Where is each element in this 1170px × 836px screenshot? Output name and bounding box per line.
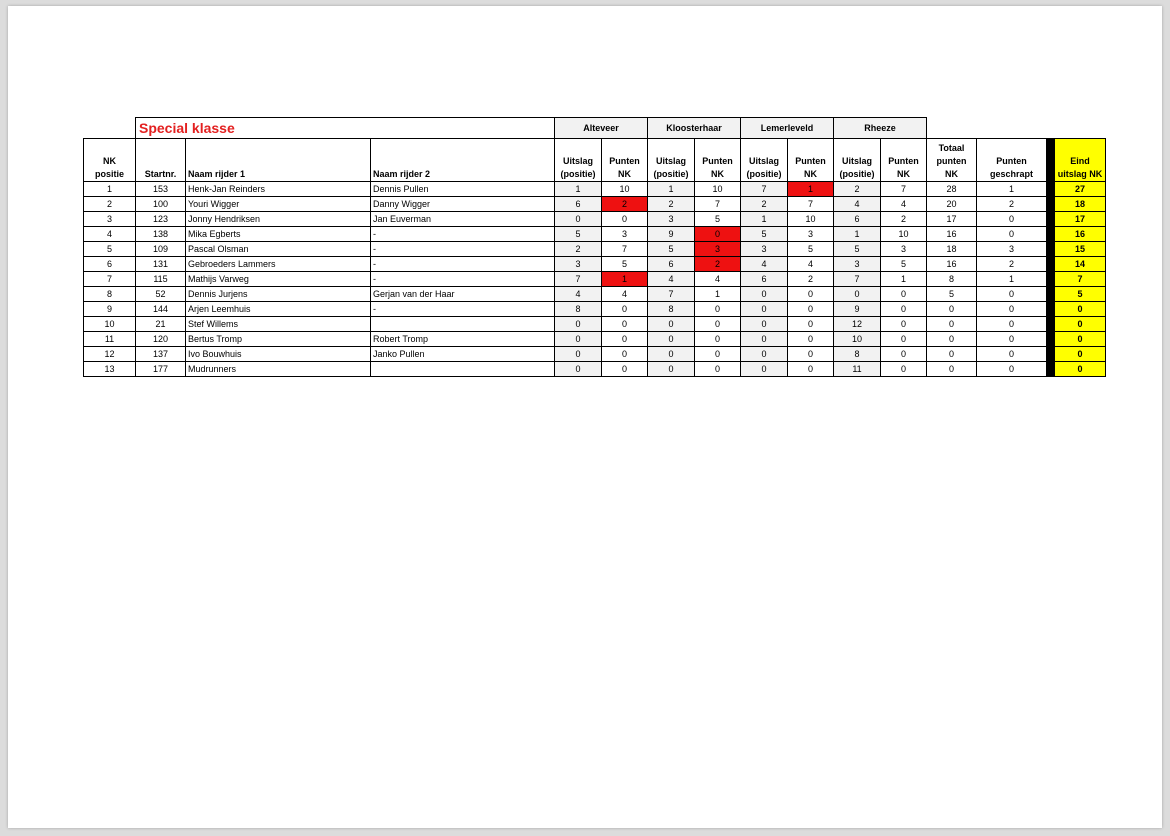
uitslag-alteveer-cell: 0 [555,347,602,362]
rijder-1-cell: Youri Wigger [186,197,371,212]
punten-kloosterhaar-cell: 0 [695,332,741,347]
uitslag-alteveer-cell: 1 [555,182,602,197]
divider-bar [1047,347,1055,362]
uitslag-rheeze-cell: 9 [834,302,881,317]
punten-alteveer-cell: 0 [602,347,648,362]
rijder-2-cell: Dennis Pullen [371,182,555,197]
table-row [84,347,1106,362]
uitslag-lemerleveld-cell: 1 [741,212,788,227]
table-row [84,332,1106,347]
nk-positie-cell: 7 [84,272,136,287]
totaal-punten-cell: 17 [927,212,977,227]
uitslag-rheeze-cell: 3 [834,257,881,272]
uitslag-rheeze-cell: 4 [834,197,881,212]
uitslag-alteveer-cell: 0 [555,212,602,227]
header-nk-positie: NK positie [84,139,136,182]
uitslag-rheeze-cell: 2 [834,182,881,197]
rijder-2-cell: - [371,302,555,317]
venue-header-kloosterhaar: Kloosterhaar [648,118,741,139]
header-rijder-2: Naam rijder 2 [371,139,555,182]
uitslag-kloosterhaar-cell: 8 [648,302,695,317]
uitslag-rheeze-cell: 0 [834,287,881,302]
uitslag-alteveer-cell: 6 [555,197,602,212]
nk-positie-cell: 2 [84,197,136,212]
divider-bar [1047,302,1055,317]
divider-bar [1047,212,1055,227]
punten-lemerleveld-cell: 4 [788,257,834,272]
rijder-2-cell: Danny Wigger [371,197,555,212]
punten-lemerleveld-cell: 2 [788,272,834,287]
punten-alteveer-cell: 2 [602,197,648,212]
header-startnr: Startnr. [136,139,186,182]
divider-bar [1047,272,1055,287]
divider-bar [1047,362,1055,377]
punten-rheeze-cell: 0 [881,347,927,362]
nk-positie-cell: 3 [84,212,136,227]
totaal-punten-cell: 0 [927,332,977,347]
punten-rheeze-cell: 5 [881,257,927,272]
totaal-punten-cell: 16 [927,227,977,242]
punten-alteveer-cell: 5 [602,257,648,272]
totaal-punten-cell: 16 [927,257,977,272]
rijder-2-cell: - [371,227,555,242]
uitslag-rheeze-cell: 12 [834,317,881,332]
header-uitslag-3: Uitslag (positie) [741,139,788,182]
eind-uitslag-cell: 27 [1055,182,1106,197]
totaal-punten-cell: 0 [927,302,977,317]
uitslag-kloosterhaar-cell: 0 [648,362,695,377]
uitslag-rheeze-cell: 10 [834,332,881,347]
header-rijder-1: Naam rijder 1 [186,139,371,182]
rijder-2-cell [371,317,555,332]
rijder-1-cell: Stef Willems [186,317,371,332]
rijder-2-cell: - [371,242,555,257]
table-row [84,287,1106,302]
rijder-2-cell [371,362,555,377]
punten-kloosterhaar-cell: 1 [695,287,741,302]
startnr-cell: 109 [136,242,186,257]
uitslag-rheeze-cell: 6 [834,212,881,227]
divider-bar [1047,197,1055,212]
punten-alteveer-cell: 3 [602,227,648,242]
nk-positie-cell: 6 [84,257,136,272]
eind-uitslag-cell: 0 [1055,332,1106,347]
punten-geschrapt-cell: 1 [977,272,1047,287]
uitslag-lemerleveld-cell: 2 [741,197,788,212]
eind-uitslag-cell: 14 [1055,257,1106,272]
uitslag-kloosterhaar-cell: 4 [648,272,695,287]
totaal-punten-cell: 18 [927,242,977,257]
punten-alteveer-cell: 0 [602,302,648,317]
punten-kloosterhaar-cell: 0 [695,347,741,362]
table-row [84,212,1106,227]
punten-lemerleveld-cell: 1 [788,182,834,197]
nk-positie-cell: 10 [84,317,136,332]
header-geschrapt: Punten geschrapt [977,139,1047,182]
table-row [84,242,1106,257]
startnr-cell: 120 [136,332,186,347]
punten-alteveer-cell: 10 [602,182,648,197]
nk-positie-cell: 1 [84,182,136,197]
uitslag-lemerleveld-cell: 0 [741,347,788,362]
nk-positie-cell: 12 [84,347,136,362]
punten-rheeze-cell: 0 [881,317,927,332]
rijder-1-cell: Mika Egberts [186,227,371,242]
totaal-punten-cell: 5 [927,287,977,302]
punten-alteveer-cell: 0 [602,332,648,347]
punten-kloosterhaar-cell: 0 [695,362,741,377]
rijder-2-cell: Gerjan van der Haar [371,287,555,302]
punten-geschrapt-cell: 0 [977,212,1047,227]
uitslag-lemerleveld-cell: 6 [741,272,788,287]
results-table [83,117,1106,377]
uitslag-alteveer-cell: 0 [555,317,602,332]
punten-geschrapt-cell: 0 [977,347,1047,362]
rijder-1-cell: Jonny Hendriksen [186,212,371,227]
punten-lemerleveld-cell: 3 [788,227,834,242]
nk-positie-cell: 13 [84,362,136,377]
eind-uitslag-cell: 0 [1055,362,1106,377]
table-row [84,302,1106,317]
rijder-1-cell: Bertus Tromp [186,332,371,347]
startnr-cell: 137 [136,347,186,362]
rijder-1-cell: Mathijs Varweg [186,272,371,287]
rijder-1-cell: Pascal Olsman [186,242,371,257]
table-row [84,197,1106,212]
nk-positie-cell: 8 [84,287,136,302]
punten-geschrapt-cell: 1 [977,182,1047,197]
nk-positie-cell: 5 [84,242,136,257]
punten-rheeze-cell: 0 [881,332,927,347]
table-row [84,257,1106,272]
uitslag-kloosterhaar-cell: 3 [648,212,695,227]
divider-bar [1047,227,1055,242]
table-row [84,317,1106,332]
rijder-2-cell: Jan Euverman [371,212,555,227]
uitslag-rheeze-cell: 11 [834,362,881,377]
startnr-cell: 100 [136,197,186,212]
table-row [84,362,1106,377]
punten-lemerleveld-cell: 0 [788,362,834,377]
punten-rheeze-cell: 10 [881,227,927,242]
punten-geschrapt-cell: 0 [977,317,1047,332]
divider-bar [1047,182,1055,197]
punten-rheeze-cell: 0 [881,287,927,302]
punten-lemerleveld-cell: 0 [788,302,834,317]
totaal-punten-cell: 0 [927,347,977,362]
totaal-punten-cell: 28 [927,182,977,197]
uitslag-alteveer-cell: 8 [555,302,602,317]
punten-alteveer-cell: 7 [602,242,648,257]
uitslag-lemerleveld-cell: 0 [741,362,788,377]
punten-alteveer-cell: 0 [602,362,648,377]
eind-uitslag-cell: 7 [1055,272,1106,287]
results-body [84,182,1106,377]
venue-header-lemerleveld: Lemerleveld [741,118,834,139]
punten-geschrapt-cell: 0 [977,302,1047,317]
uitslag-alteveer-cell: 2 [555,242,602,257]
uitslag-rheeze-cell: 5 [834,242,881,257]
column-header-row [84,139,1106,182]
divider-bar [1047,257,1055,272]
uitslag-alteveer-cell: 3 [555,257,602,272]
punten-kloosterhaar-cell: 2 [695,257,741,272]
punten-alteveer-cell: 4 [602,287,648,302]
rijder-1-cell: Gebroeders Lammers [186,257,371,272]
uitslag-kloosterhaar-cell: 0 [648,347,695,362]
eind-uitslag-cell: 16 [1055,227,1106,242]
venue-header-rheeze: Rheeze [834,118,927,139]
punten-rheeze-cell: 0 [881,362,927,377]
rijder-2-cell: Robert Tromp [371,332,555,347]
punten-geschrapt-cell: 0 [977,362,1047,377]
punten-kloosterhaar-cell: 5 [695,212,741,227]
header-totaal: Totaal punten NK [927,139,977,182]
punten-geschrapt-cell: 2 [977,257,1047,272]
eind-uitslag-cell: 18 [1055,197,1106,212]
eind-uitslag-cell: 0 [1055,317,1106,332]
divider-bar [1047,317,1055,332]
header-uitslag-1: Uitslag (positie) [555,139,602,182]
uitslag-kloosterhaar-cell: 0 [648,332,695,347]
header-punten-3: Punten NK [788,139,834,182]
punten-kloosterhaar-cell: 0 [695,302,741,317]
header-uitslag-2: Uitslag (positie) [648,139,695,182]
eind-uitslag-cell: 0 [1055,347,1106,362]
totaal-punten-cell: 0 [927,317,977,332]
nk-positie-cell: 9 [84,302,136,317]
uitslag-rheeze-cell: 8 [834,347,881,362]
uitslag-alteveer-cell: 7 [555,272,602,287]
uitslag-rheeze-cell: 1 [834,227,881,242]
rijder-1-cell: Mudrunners [186,362,371,377]
title-row [84,118,1106,139]
punten-kloosterhaar-cell: 0 [695,317,741,332]
eind-uitslag-cell: 15 [1055,242,1106,257]
rijder-1-cell: Ivo Bouwhuis [186,347,371,362]
punten-rheeze-cell: 4 [881,197,927,212]
uitslag-kloosterhaar-cell: 6 [648,257,695,272]
punten-kloosterhaar-cell: 10 [695,182,741,197]
uitslag-lemerleveld-cell: 4 [741,257,788,272]
punten-geschrapt-cell: 0 [977,332,1047,347]
uitslag-alteveer-cell: 5 [555,227,602,242]
table-row [84,227,1106,242]
uitslag-alteveer-cell: 4 [555,287,602,302]
table-row [84,182,1106,197]
startnr-cell: 131 [136,257,186,272]
punten-geschrapt-cell: 0 [977,227,1047,242]
uitslag-kloosterhaar-cell: 1 [648,182,695,197]
venue-header-alteveer: Alteveer [555,118,648,139]
header-punten-1: Punten NK [602,139,648,182]
totaal-punten-cell: 20 [927,197,977,212]
divider-bar [1047,332,1055,347]
punten-lemerleveld-cell: 10 [788,212,834,227]
uitslag-lemerleveld-cell: 5 [741,227,788,242]
rijder-1-cell: Henk-Jan Reinders [186,182,371,197]
uitslag-lemerleveld-cell: 3 [741,242,788,257]
uitslag-lemerleveld-cell: 0 [741,317,788,332]
punten-geschrapt-cell: 3 [977,242,1047,257]
punten-rheeze-cell: 0 [881,302,927,317]
punten-alteveer-cell: 0 [602,317,648,332]
eind-uitslag-cell: 0 [1055,302,1106,317]
uitslag-lemerleveld-cell: 0 [741,287,788,302]
punten-kloosterhaar-cell: 4 [695,272,741,287]
uitslag-rheeze-cell: 7 [834,272,881,287]
startnr-cell: 177 [136,362,186,377]
punten-rheeze-cell: 7 [881,182,927,197]
punten-rheeze-cell: 2 [881,212,927,227]
punten-lemerleveld-cell: 0 [788,287,834,302]
uitslag-kloosterhaar-cell: 2 [648,197,695,212]
header-uitslag-4: Uitslag (positie) [834,139,881,182]
rijder-2-cell: - [371,257,555,272]
startnr-cell: 21 [136,317,186,332]
eind-uitslag-cell: 5 [1055,287,1106,302]
totaal-punten-cell: 8 [927,272,977,287]
divider-bar [1047,139,1055,182]
divider-bar [1047,287,1055,302]
punten-alteveer-cell: 1 [602,272,648,287]
punten-kloosterhaar-cell: 3 [695,242,741,257]
uitslag-kloosterhaar-cell: 0 [648,317,695,332]
uitslag-kloosterhaar-cell: 7 [648,287,695,302]
uitslag-lemerleveld-cell: 0 [741,332,788,347]
startnr-cell: 138 [136,227,186,242]
header-punten-2: Punten NK [695,139,741,182]
nk-positie-cell: 4 [84,227,136,242]
punten-rheeze-cell: 3 [881,242,927,257]
eind-uitslag-cell: 17 [1055,212,1106,227]
startnr-cell: 123 [136,212,186,227]
startnr-cell: 52 [136,287,186,302]
sheet-title: Special klasse [136,118,555,139]
rijder-2-cell: Janko Pullen [371,347,555,362]
rijder-1-cell: Arjen Leemhuis [186,302,371,317]
punten-kloosterhaar-cell: 0 [695,227,741,242]
startnr-cell: 144 [136,302,186,317]
header-eind-uitslag: Eind uitslag NK [1055,139,1106,182]
uitslag-alteveer-cell: 0 [555,362,602,377]
header-punten-4: Punten NK [881,139,927,182]
uitslag-alteveer-cell: 0 [555,332,602,347]
punten-kloosterhaar-cell: 7 [695,197,741,212]
rijder-1-cell: Dennis Jurjens [186,287,371,302]
divider-bar [1047,242,1055,257]
punten-lemerleveld-cell: 0 [788,332,834,347]
rijder-2-cell: - [371,272,555,287]
page [8,6,1162,828]
uitslag-kloosterhaar-cell: 9 [648,227,695,242]
punten-geschrapt-cell: 2 [977,197,1047,212]
punten-geschrapt-cell: 0 [977,287,1047,302]
uitslag-lemerleveld-cell: 7 [741,182,788,197]
punten-rheeze-cell: 1 [881,272,927,287]
startnr-cell: 115 [136,272,186,287]
punten-lemerleveld-cell: 0 [788,347,834,362]
uitslag-kloosterhaar-cell: 5 [648,242,695,257]
table-row [84,272,1106,287]
nk-positie-cell: 11 [84,332,136,347]
punten-lemerleveld-cell: 7 [788,197,834,212]
punten-lemerleveld-cell: 0 [788,317,834,332]
startnr-cell: 153 [136,182,186,197]
punten-lemerleveld-cell: 5 [788,242,834,257]
punten-alteveer-cell: 0 [602,212,648,227]
totaal-punten-cell: 0 [927,362,977,377]
uitslag-lemerleveld-cell: 0 [741,302,788,317]
